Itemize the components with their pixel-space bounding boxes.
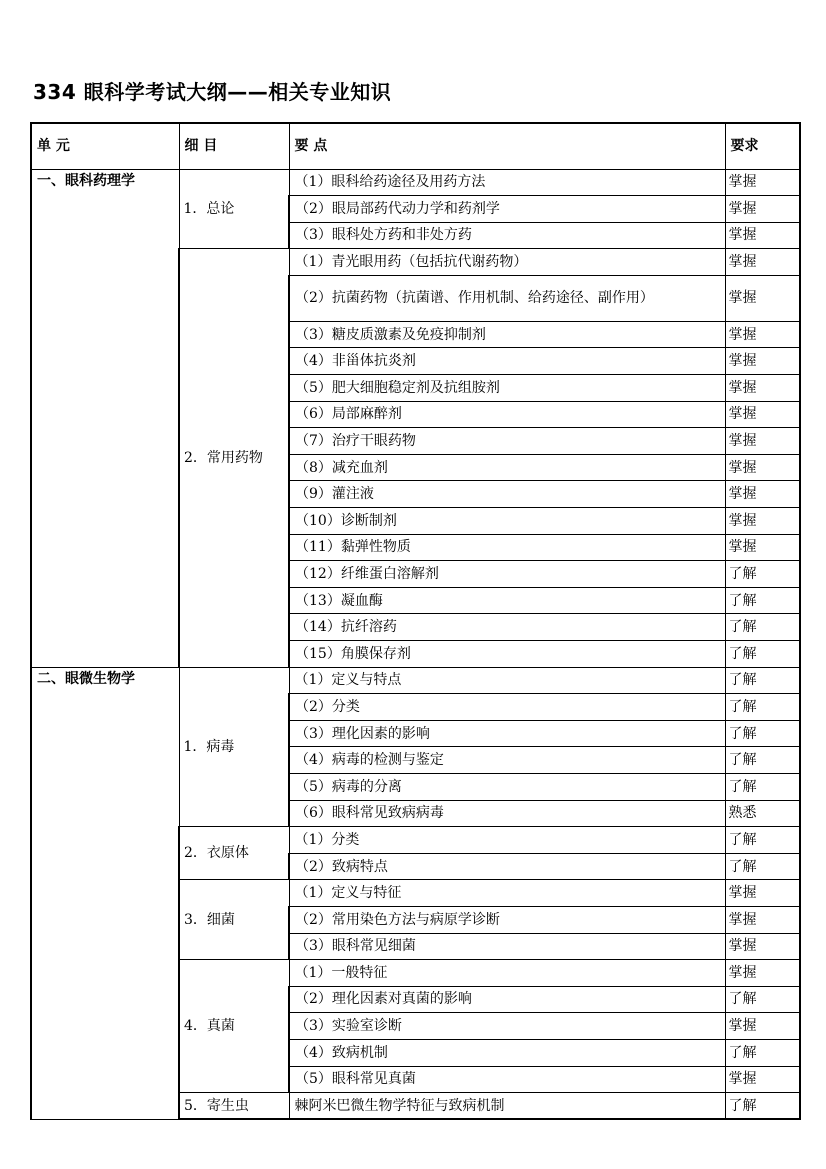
requirement-cell: 掌握 <box>725 880 800 907</box>
requirement-cell: 掌握 <box>725 321 800 348</box>
point-cell: （5）肥大细胞稳定剂及抗组胺剂 <box>289 375 725 402</box>
requirement-cell: 掌握 <box>725 906 800 933</box>
unit-cell: 二、眼微生物学 <box>31 667 179 1119</box>
point-cell: （5）病毒的分离 <box>289 773 725 800</box>
requirement-cell: 了解 <box>725 1093 800 1120</box>
section-cell: 3．细菌 <box>179 880 289 960</box>
section-cell: 1．总论 <box>179 169 289 249</box>
requirement-cell: 掌握 <box>725 481 800 508</box>
point-cell: （4）非甾体抗炎剂 <box>289 348 725 375</box>
point-cell: （3）糖皮质激素及免疫抑制剂 <box>289 321 725 348</box>
requirement-cell: 掌握 <box>725 249 800 276</box>
requirement-cell: 掌握 <box>725 169 800 196</box>
header-section: 细 目 <box>179 123 289 169</box>
point-cell: （1）分类 <box>289 827 725 854</box>
table-row <box>31 667 800 694</box>
point-cell: （12）纤维蛋白溶解剂 <box>289 561 725 588</box>
requirement-cell: 了解 <box>725 694 800 721</box>
point-cell: （7）治疗干眼药物 <box>289 428 725 455</box>
section-cell: 5．寄生虫 <box>179 1093 289 1120</box>
point-cell: （3）眼科处方药和非处方药 <box>289 222 725 249</box>
requirement-cell: 掌握 <box>725 933 800 960</box>
header-requirement: 要求 <box>725 123 800 169</box>
requirement-cell: 了解 <box>725 614 800 641</box>
point-cell: （2）致病特点 <box>289 853 725 880</box>
requirement-cell: 了解 <box>725 747 800 774</box>
point-cell: （3）眼科常见细菌 <box>289 933 725 960</box>
header-point: 要 点 <box>289 123 725 169</box>
requirement-cell: 掌握 <box>725 960 800 987</box>
point-cell: （10）诊断制剂 <box>289 508 725 535</box>
point-cell: （1）定义与特点 <box>289 667 725 694</box>
requirement-cell: 了解 <box>725 853 800 880</box>
requirement-cell: 掌握 <box>725 275 800 321</box>
requirement-cell: 掌握 <box>725 454 800 481</box>
requirement-cell: 了解 <box>725 1039 800 1066</box>
point-cell: （2）抗菌药物（抗菌谱、作用机制、给药途径、副作用） <box>289 275 725 321</box>
requirement-cell: 了解 <box>725 720 800 747</box>
requirement-cell: 掌握 <box>725 222 800 249</box>
requirement-cell: 了解 <box>725 587 800 614</box>
point-cell: （15）角膜保存剂 <box>289 641 725 668</box>
header-unit: 单 元 <box>31 123 179 169</box>
page-title: 334 眼科学考试大纲——相关专业知识 <box>33 80 392 104</box>
point-cell: （14）抗纤溶药 <box>289 614 725 641</box>
requirement-cell: 了解 <box>725 773 800 800</box>
point-cell: （13）凝血酶 <box>289 587 725 614</box>
unit-cell: 一、眼科药理学 <box>31 169 179 667</box>
section-cell: 2．衣原体 <box>179 827 289 880</box>
requirement-cell: 掌握 <box>725 348 800 375</box>
requirement-cell: 掌握 <box>725 1013 800 1040</box>
point-cell: （2）理化因素对真菌的影响 <box>289 986 725 1013</box>
point-cell: （9）灌注液 <box>289 481 725 508</box>
requirement-cell: 掌握 <box>725 428 800 455</box>
requirement-cell: 掌握 <box>725 375 800 402</box>
requirement-cell: 了解 <box>725 827 800 854</box>
table-row <box>31 169 800 196</box>
point-cell: （5）眼科常见真菌 <box>289 1066 725 1093</box>
requirement-cell: 熟悉 <box>725 800 800 827</box>
point-cell: （2）眼局部药代动力学和药剂学 <box>289 196 725 223</box>
section-cell: 4．真菌 <box>179 960 289 1093</box>
requirement-cell: 了解 <box>725 986 800 1013</box>
point-cell: （1）定义与特征 <box>289 880 725 907</box>
point-cell: （6）眼科常见致病病毒 <box>289 800 725 827</box>
requirement-cell: 了解 <box>725 667 800 694</box>
requirement-cell: 掌握 <box>725 196 800 223</box>
table-header-row <box>31 123 800 169</box>
point-cell: （2）常用染色方法与病原学诊断 <box>289 906 725 933</box>
point-cell: （1）青光眼用药（包括抗代谢药物） <box>289 249 725 276</box>
section-cell: 2．常用药物 <box>179 249 289 667</box>
point-cell: （4）病毒的检测与鉴定 <box>289 747 725 774</box>
requirement-cell: 掌握 <box>725 534 800 561</box>
point-cell: （4）致病机制 <box>289 1039 725 1066</box>
point-cell: （1）一般特征 <box>289 960 725 987</box>
point-cell: 棘阿米巴微生物学特征与致病机制 <box>289 1093 725 1120</box>
section-cell: 1．病毒 <box>179 667 289 827</box>
requirement-cell: 掌握 <box>725 1066 800 1093</box>
point-cell: （2）分类 <box>289 694 725 721</box>
requirement-cell: 了解 <box>725 561 800 588</box>
point-cell: （11）黏弹性物质 <box>289 534 725 561</box>
point-cell: （3）理化因素的影响 <box>289 720 725 747</box>
requirement-cell: 了解 <box>725 641 800 668</box>
requirement-cell: 掌握 <box>725 401 800 428</box>
point-cell: （6）局部麻醉剂 <box>289 401 725 428</box>
point-cell: （8）减充血剂 <box>289 454 725 481</box>
requirement-cell: 掌握 <box>725 508 800 535</box>
point-cell: （1）眼科给药途径及用药方法 <box>289 169 725 196</box>
syllabus-table <box>30 122 801 1120</box>
point-cell: （3）实验室诊断 <box>289 1013 725 1040</box>
